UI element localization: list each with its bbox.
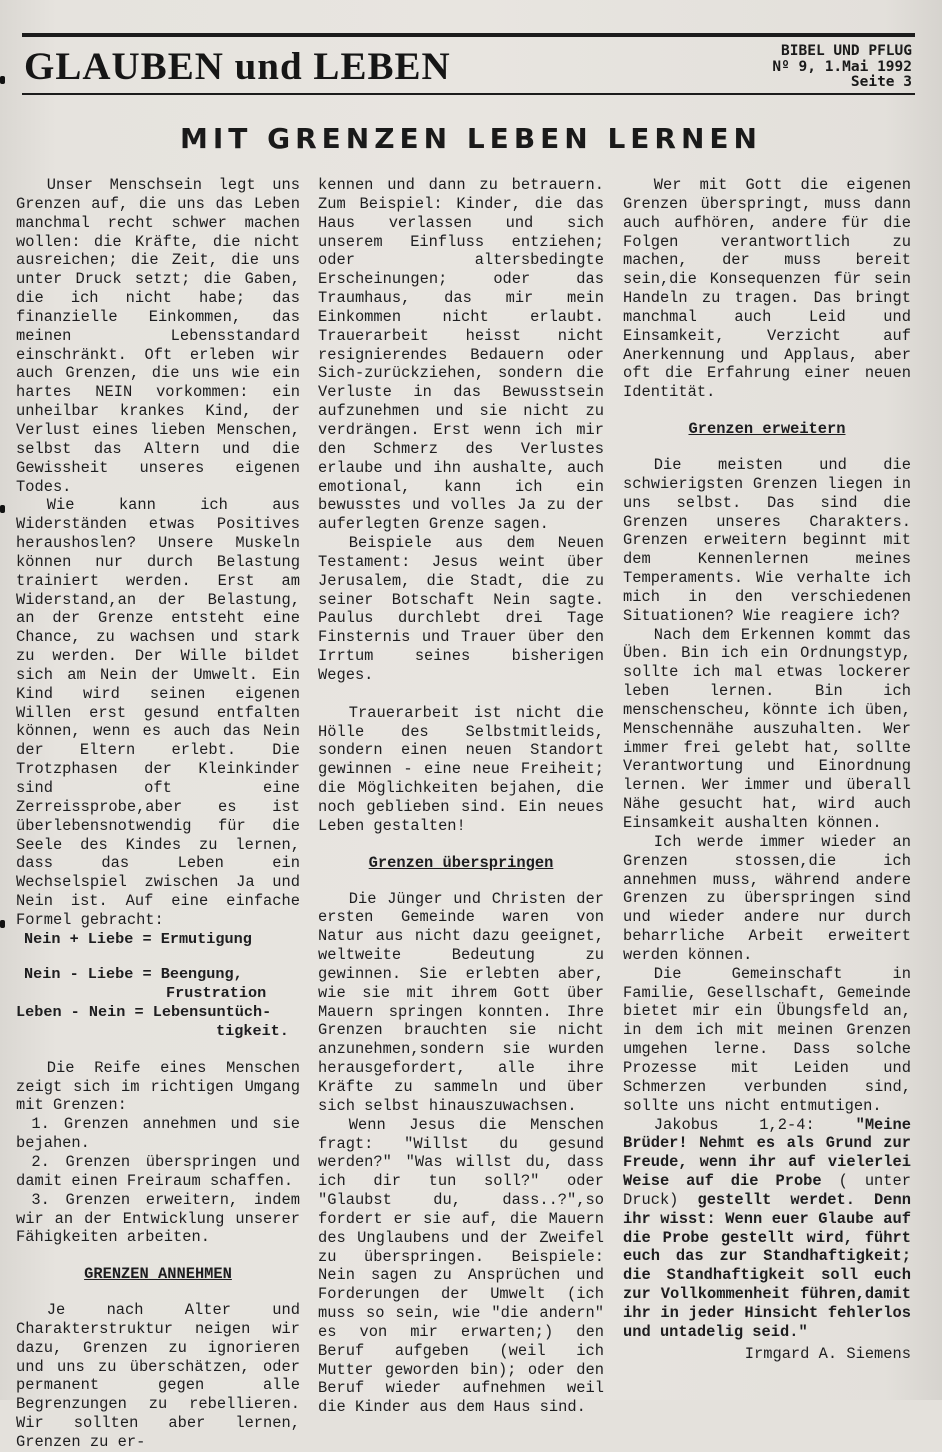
paragraph: Die Reife eines Menschen zeigt sich im richtigen Umgang mit Grenzen: — [16, 1058, 300, 1115]
paragraph: Beispiele aus dem Neuen Testament: Jesus weint über Jerusalem, die Stadt, die zu seiner Botschaft Nein sagte. Paulus durchlebt drei Tage Finsternis und Trauer über den Irrtum seines bisherigen Weges. — [318, 534, 604, 684]
paragraph: Die Jünger und Christen der ersten Gemeinde waren von Natur aus nicht dazu geeignet, weltweite Bedeutung zu gewinnen. Sie erlebten aber, wie sie mit ihrem Gott über Mauern springen konnten. Ihre Grenzen brauchten sie nicht anzunehmen,sondern sie wurden herausgefordert, alle ihre Kräfte zu sammeln und über sich selbst hinauszuwachsen. — [318, 889, 604, 1115]
margin-mark — [0, 76, 5, 84]
paragraph: Die meisten und die schwierigsten Grenzen liegen in uns selbst. Das sind die Grenzen unseres Charakters. Grenzen erweitern beginnt mit dem Kennenlernen meines Temperaments. Wie verhalte ich mich in den verschiedenen Situationen? Wie reagiere ich? — [623, 455, 911, 625]
masthead-rule-top — [22, 33, 915, 37]
author-signature: Irmgard A. Siemens — [744, 1344, 911, 1363]
list-item: 2. Grenzen überspringen und damit einen Freiraum schaffen. — [16, 1152, 300, 1190]
margin-mark — [0, 920, 5, 928]
page-number: Seite 3 — [850, 74, 912, 90]
article-column-2 — [318, 176, 604, 1417]
article-headline: MIT GRENZEN LEBEN LERNEN — [180, 122, 762, 155]
paragraph: Wer mit Gott die eigenen Grenzen überspringt, muss dann auch aufhören, andere für die Folgen verantwortlich zu machen, der muss bereit sein,die Konsequenzen für sein Handeln zu tragen. Das bringt manchmal auch Leid und Einsamkeit, Verzicht auf Anerkennung und Applaus, aber oft die Erfahrung einer neuen Identität. — [623, 176, 911, 402]
paragraph: Trauerarbeit ist nicht die Hölle des Selbstmitleids, sondern einen neuen Standort gewinnen - eine neue Freiheit; die Möglichkeiten bejahen, die noch geblieben sind. Ein neues Leben gestalten! — [318, 703, 604, 835]
paragraph: kennen und dann zu betrauern. Zum Beispiel: Kinder, die das Haus verlassen und sich unserem Einfluss entziehen; oder altersbedingte Erscheinungen; oder das Traumhaus, das mir mein Einkommen nicht erlaubt. Trauerarbeit heisst nicht resignierendes Bedauern oder Sich-zurückziehen, sondern die Verluste in das Bewusstsein aufzunehmen und sie nicht zu verdrängen. Erst wenn ich mir den Schmerz des Verlustes erlaube und ihn aushalte, auch emotional, kann ich ein bewusstes und volles Ja zu der auferlegten Grenze sagen. — [318, 176, 604, 534]
margin-mark — [0, 505, 5, 513]
issue-info — [772, 44, 912, 91]
list-item: 3. Grenzen erweitern, indem wir an der Entwicklung unserer Fähigkeiten arbeiten. — [16, 1190, 300, 1247]
issue-number-date: Nº 9, 1.Mai 1992 — [772, 58, 912, 75]
verse-text: "Meine Brüder! Nehmt es als Grund zur Freude, wenn ihr auf vielerlei Weise auf die Probe — [623, 1115, 911, 1191]
formula-line: Frustration — [166, 983, 267, 1002]
verse-text: gestellt werdet. Denn ihr wisst: Wenn euer Glaube auf die Probe gestellt wird, führt euch das zur Standhaftigkeit; die Standhaftigkeit soll euch zur Vollkommenheit führen,damit ihr in jeder Hinsicht fehlerlos und untadelig seid." — [623, 1190, 911, 1341]
article-column-3 — [623, 176, 911, 1363]
formula-line: tigkeit. — [216, 1021, 289, 1040]
publication-name: BIBEL UND PFLUG — [781, 43, 912, 59]
article-column-1 — [16, 176, 300, 1452]
section-heading-grenzen-annehmen: GRENZEN ANNEHMEN — [84, 1265, 232, 1284]
section-heading-grenzen-erweitern: Grenzen erweitern — [688, 420, 846, 439]
formula-line: Nein - Liebe = Beengung, — [24, 964, 243, 983]
list-item: 1. Grenzen annehmen und sie bejahen. — [16, 1115, 300, 1153]
paragraph: Wenn Jesus die Menschen fragt: "Willst du gesund werden?" "Was willst du, dass ich dir tun soll?" oder "Glaubst du, dass..?",so fordert er sie auf, die Mauern des Unglaubens und der Zweifel zu überspringen. Beispiele: Nein sagen zu Ansprüchen und Forderungen der Umwelt (ich muss so sein, wie "die andern" es von mir erwarten;) den Beruf aufgeben (weil ich Mutter geworden bin); oder den Beruf wieder aufnehmen weil die Kinder aus dem Haus sind. — [318, 1115, 604, 1417]
paragraph: Die Gemeinschaft in Familie, Gesellschaft, Gemeinde bietet mir ein Übungsfeld an, in dem ich mit meinen Grenzen umgehen lerne. Dass solche Prozesse mit Leiden und Schmerzen verbunden sind, sollte uns nicht entmutigen. — [623, 964, 911, 1115]
paragraph: Ich werde immer wieder an Grenzen stossen,die ich annehmen muss, während andere Grenzen zu überspringen sind und wieder andere nur durch beharrliche Arbeit erweitert werden können. — [623, 832, 911, 964]
masthead-rule-bottom — [22, 93, 915, 95]
paragraph: Je nach Alter und Charakterstruktur neigen wir dazu, Grenzen zu ignorieren und uns zu überschätzen, oder permanent gegen alle Begrenzungen zu rebellieren. Wir sollten aber lernen, Grenzen zu er- — [16, 1301, 300, 1451]
paragraph: Nach dem Erkennen kommt das Üben. Bin ich ein Ordnungstyp, sollte ich mal etwas lockerer leben lernen. Bin ich menschenscheu, könnte ich üben, Menschennähe auszuhalten. Wer immer frei gelebt hat, sollte Verantwortung und Einordnung lernen. Wer immer und überall Nähe gesucht hat, wird auch Einsamkeit aushalten können. — [623, 625, 911, 832]
formula-line: Nein + Liebe = Ermutigung — [24, 929, 252, 948]
formula-line: Leben - Nein = Lebensuntüch- — [16, 1002, 272, 1021]
formula-block — [16, 930, 300, 1041]
section-heading-grenzen-ueberspringen: Grenzen überspringen — [368, 853, 554, 872]
bible-quote — [623, 1116, 911, 1342]
paragraph: Wie kann ich aus Widerständen etwas Positives heraushoslen? Unsere Muskeln können nur durch Belastung trainiert werden. Erst am Widerstand,an der Belastung, an der Grenze entsteht eine Chance, zu wachsen und stark zu werden. Der Wille bildet sich am Nein der Umwelt. Ein Kind wird seinen eigenen Willen erst gesund entfalten können, wenn es auch das Nein der Eltern erlebt. Die Trotzphasen der Kleinkinder sind oft eine Zerreissprobe,aber es ist überlebensnotwendig für die Seele des Kindes zu lernen, dass das Leben ein Wechselspiel zwischen Ja und Nein ist. Auf eine einfache Formel gebracht: — [16, 496, 300, 929]
paragraph: Unser Menschsein legt uns Grenzen auf, die uns das Leben manchmal recht schwer machen wollen: die Kräfte, die nicht ausreichen; die Zeit, die uns unter Druck setzt; die Gaben, die ich nicht habe; das finanzielle Einkommen, das meinen Lebensstandard einschränkt. Oft erleben wir auch Grenzen, die uns wie ein hartes NEIN vorkommen: ein unheilbar krankes Kind, der Verlust eines lieben Menschen, selbst das Altern und die Gewissheit unseres eigenen Todes. — [16, 176, 300, 496]
verse-note: ( unter Druck) — [623, 1172, 911, 1209]
verse-reference: Jakobus 1,2-4: — [653, 1115, 815, 1134]
masthead-title: GLAUBEN und LEBEN — [24, 45, 451, 88]
maturity-list — [16, 1115, 300, 1247]
